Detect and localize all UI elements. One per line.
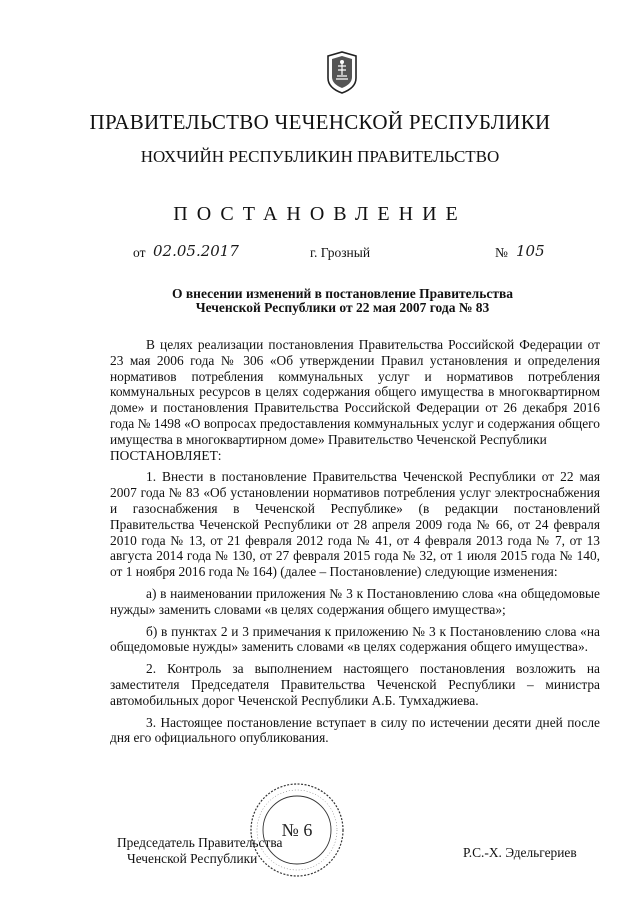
document-title: ПОСТАНОВЛЕНИЕ [173, 203, 467, 225]
date-prefix: от [133, 245, 146, 260]
signature-position-line-2: Чеченской Республики [127, 851, 258, 866]
stamp-number: № 6 [281, 820, 313, 840]
clause-1: 1. Внести в постановление Правительства Чеченской Республики от 22 мая 2007 года № 83 «Об установлении нормативов потребления услуг электроснабжения и газоснабжения в Чеченской Республике» (в редакции постановлений Правительства Чеченской Республики от 28 апреля 2009 года № 66, от 24 февраля 2010 года № 13, от 21 февраля 2012 года № 41, от 4 февраля 2013 года № 7, от 13 августа 2014 года № 130, от 27 февраля 2015 года № 32, от 1 июля 2015 года № 140, от 1 ноября 2016 года № 164) (далее – Постановление) следующие изменения: [110, 469, 600, 580]
preamble-paragraph: В целях реализации постановления Правительства Российской Федерации от 23 мая 2006 года № 306 «Об утверждении Правил установления и определения нормативов потребления коммунальных услуг и нормативов потребления коммунальных ресурсов в целях содержания общего имущества в многоквартирном доме» и постановления Правительства Российской Федерации от 26 декабря 2016 года № 1498 «О вопросах предоставления коммунальных услуг и содержания общего имущества в многоквартирном доме» Правительство Чеченской Республики [110, 337, 600, 447]
clause-2: 2. Контроль за выполнением настоящего постановления возложить на заместителя Председателя Правительства Чеченской Республики – министра автомобильных дорог Чеченской Республики А.Б. Тумхаджиева. [110, 661, 600, 708]
document-subject [150, 287, 535, 315]
signature-position-line-1: Председатель Правительства [117, 835, 283, 850]
number-prefix: № [495, 245, 508, 260]
resolves-heading: ПОСТАНОВЛЯЕТ: [110, 447, 222, 463]
document-date: 02.05.2017 [153, 242, 239, 260]
document-number: 105 [516, 242, 545, 260]
subject-line-2: Чеченской Республики от 22 мая 2007 года № 83 [195, 300, 490, 315]
signature-position [117, 835, 282, 867]
clause-3: 3. Настоящее постановление вступает в силу по истечении десяти дней после дня его официального опубликования. [110, 714, 600, 746]
clause-1a: а) в наименовании приложения № 3 к Постановлению слова «на общедомовые нужды» заменить словами «в целях содержания общего имущества»; [110, 585, 600, 617]
coat-of-arms-icon [325, 50, 359, 94]
document-body [110, 337, 600, 746]
government-name-ce: НОХЧИЙН РЕСПУБЛИКИН ПРАВИТЕЛЬСТВО [140, 147, 500, 166]
signatory-name: Р.С.-Х. Эдельгериев [463, 845, 577, 860]
government-name-ru: ПРАВИТЕЛЬСТВО ЧЕЧЕНСКОЙ РЕСПУБЛИКИ [89, 110, 551, 134]
clause-1b: б) в пунктах 2 и 3 примечания к приложению № 3 к Постановлению слова «на общедомовые нужды» заменить словами «в целях содержания общего имущества». [110, 623, 600, 655]
document-city: г. Грозный [310, 245, 371, 260]
subject-line-1: О внесении изменений в постановление Правительства [172, 286, 513, 301]
